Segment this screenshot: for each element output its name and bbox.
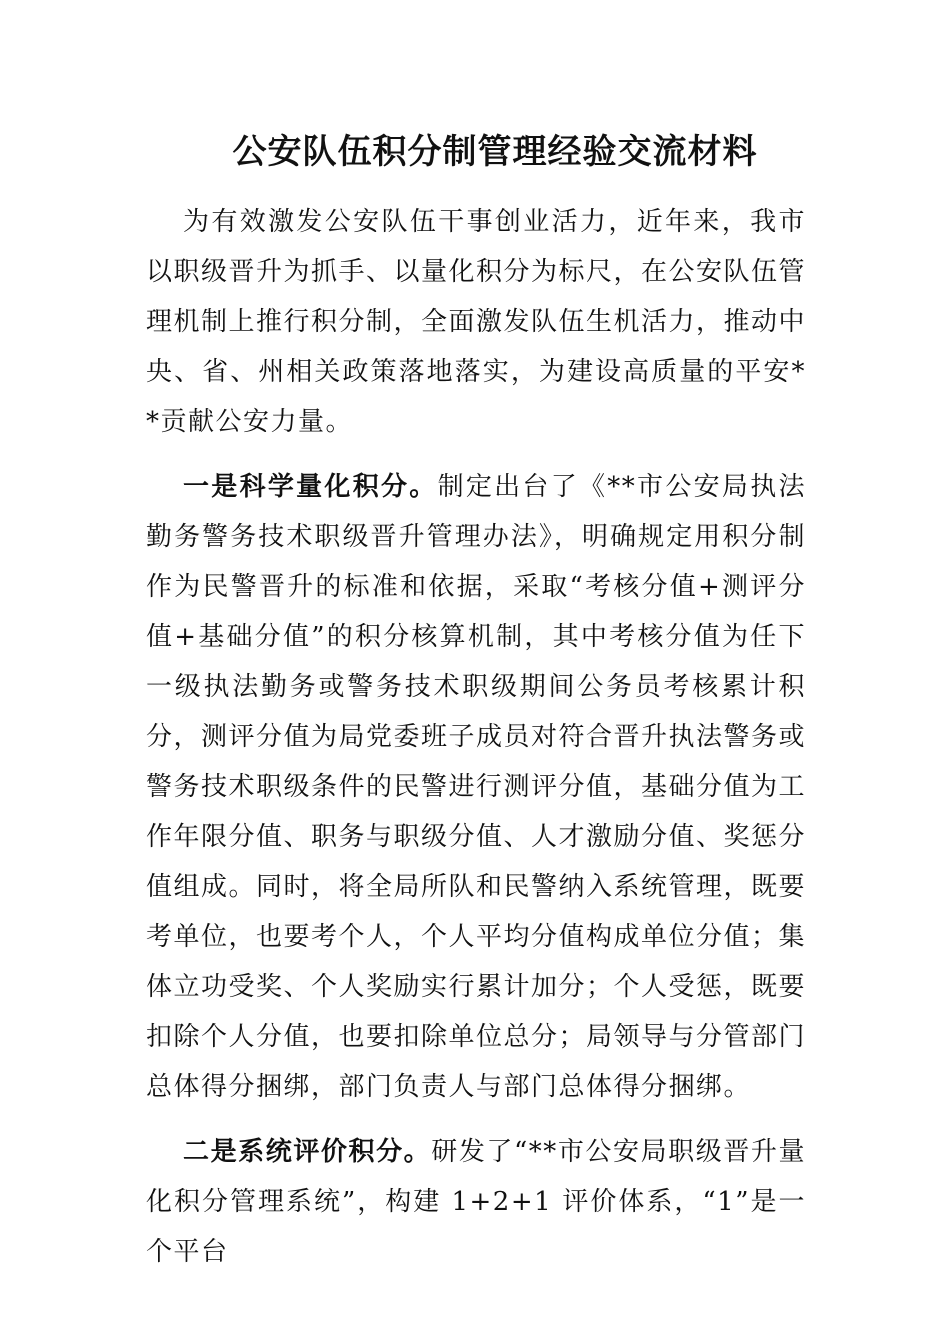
- section-text-1: 制定出台了《**市公安局执法勤务警务技术职级晋升管理办法》，明确规定用积分制作为民警晋升的标准和依据，采取“考核分值+测评分值+基础分值”的积分核算机制，其中考核分值为任下一级执法勤务或警务技术职级期间公务员考核累计积分，测评分值为局党委班子成员对符合晋升执法警务或警务技术职级条件的民警进行测评分值，基础分值为工作年限分值、职务与职级分值、人才激励分值、奖惩分值组成。同时，将全局所队和民警纳入系统管理，既要考单位，也要考个人，个人平均分值构成单位分值；集体立功受奖、个人奖励实行累计加分；个人受惩，既要扣除个人分值，也要扣除单位总分；局领导与分管部门总体得分捆绑，部门负责人与部门总体得分捆绑。: [146, 472, 807, 1102]
- section-heading-1: 一是科学量化积分。: [183, 472, 438, 502]
- section-heading-2: 二是系统评价积分。: [183, 1137, 432, 1167]
- document-title: 公安队伍积分制管理经验交流材料: [232, 132, 758, 172]
- section-paragraph-1: [146, 462, 806, 1112]
- section-text-2: 研发了“**市公安局职级晋升量化积分管理系统”，构建 1+2+1 评价体系，“1”是一个平台: [146, 1137, 806, 1267]
- document-body: [146, 197, 806, 1277]
- section-paragraph-2: [146, 1127, 806, 1277]
- intro-paragraph: 为有效激发公安队伍干事创业活力，近年来，我市以职级晋升为抓手、以量化积分为标尺，在公安队伍管理机制上推行积分制，全面激发队伍生机活力，推动中央、省、州相关政策落地落实，为建设高质量的平安**贡献公安力量。: [146, 207, 807, 437]
